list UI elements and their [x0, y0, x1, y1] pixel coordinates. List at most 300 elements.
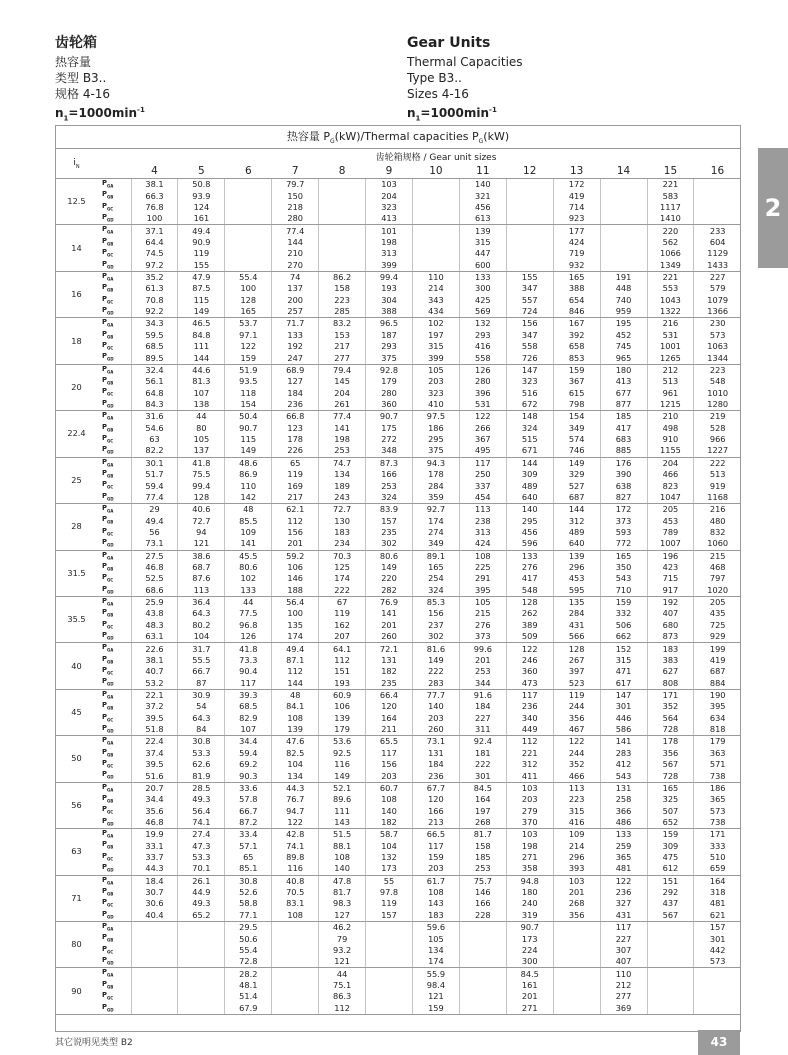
param-label: $P_{GC}$	[102, 991, 114, 1001]
value-cell	[319, 190, 366, 201]
value-cell: 79.7	[272, 179, 319, 191]
value-cell: 90.7	[225, 423, 272, 434]
value-cell: 277	[600, 991, 647, 1002]
value-cell: 375	[412, 445, 459, 457]
value-cell: 56.1	[131, 376, 178, 387]
value-cell: 149	[225, 445, 272, 457]
value-cell: 48	[272, 689, 319, 701]
ratio-cell: 50	[55, 736, 98, 782]
value-cell: 515	[506, 434, 553, 445]
value-cell: 68.9	[272, 364, 319, 376]
param-label: $P_{GD}$	[98, 352, 131, 364]
value-cell: 513	[647, 376, 694, 387]
value-cell: 116	[272, 863, 319, 875]
size-header-12: 12	[506, 164, 553, 179]
value-cell: 35.6	[131, 805, 178, 816]
value-cell: 329	[553, 469, 600, 480]
value-cell	[459, 933, 506, 944]
value-cell: 217	[272, 492, 319, 504]
value-cell: 373	[600, 515, 647, 526]
value-cell: 180	[506, 887, 553, 898]
value-cell: 1066	[647, 248, 694, 259]
value-cell	[131, 980, 178, 991]
value-cell: 640	[553, 538, 600, 550]
value-cell: 40.6	[178, 504, 225, 516]
value-cell: 218	[272, 202, 319, 213]
value-cell: 56.4	[272, 596, 319, 608]
value-cell: 143	[319, 817, 366, 829]
value-cell: 115	[225, 434, 272, 445]
value-cell: 65	[225, 852, 272, 863]
param-label: $P_{GD}$	[98, 213, 131, 225]
value-cell: 151	[647, 875, 694, 887]
value-cell: 161	[178, 213, 225, 225]
value-cell	[272, 968, 319, 980]
value-cell: 172	[600, 504, 647, 516]
param-label: $P_{GB}$	[102, 654, 114, 665]
value-cell: 72.7	[178, 515, 225, 526]
value-cell: 399	[412, 352, 459, 364]
header-en-line1: Thermal Capacities	[407, 55, 523, 69]
value-cell: 746	[553, 445, 600, 457]
value-cell	[131, 945, 178, 956]
header-en	[407, 34, 523, 126]
value-cell: 39.5	[131, 759, 178, 770]
value-cell: 569	[459, 306, 506, 318]
value-cell: 683	[600, 434, 647, 445]
value-cell: 959	[600, 306, 647, 318]
param-label: $P_{GB}$	[102, 886, 114, 897]
value-cell: 141	[319, 423, 366, 434]
param-label: $P_{GD}$	[98, 1003, 131, 1015]
param-label: $P_{GD}$	[98, 631, 131, 643]
value-cell: 177	[553, 225, 600, 237]
value-cell: 832	[694, 527, 741, 538]
table-row	[55, 748, 741, 759]
value-cell: 558	[459, 352, 506, 364]
value-cell: 567	[647, 759, 694, 770]
value-cell: 139	[459, 225, 506, 237]
value-cell: 135	[553, 596, 600, 608]
value-cell: 211	[366, 724, 413, 736]
value-cell: 158	[459, 840, 506, 851]
value-cell: 295	[506, 515, 553, 526]
value-cell: 486	[600, 817, 647, 829]
value-cell: 145	[319, 376, 366, 387]
value-cell: 638	[600, 480, 647, 491]
value-cell: 166	[459, 898, 506, 909]
value-cell: 48	[225, 504, 272, 516]
value-cell: 149	[366, 562, 413, 573]
value-cell: 55	[366, 875, 413, 887]
value-cell	[131, 933, 178, 944]
value-cell: 128	[553, 643, 600, 655]
param-label: $P_{GD}$	[98, 956, 131, 968]
value-cell: 627	[647, 666, 694, 677]
value-cell: 652	[647, 817, 694, 829]
value-cell	[178, 968, 225, 980]
value-cell: 304	[366, 295, 413, 306]
value-cell: 367	[553, 376, 600, 387]
value-cell: 296	[553, 852, 600, 863]
value-cell: 125	[319, 562, 366, 573]
value-cell: 383	[647, 655, 694, 666]
value-cell: 1020	[694, 585, 741, 597]
table-row	[55, 538, 741, 550]
value-cell: 258	[600, 794, 647, 805]
value-cell: 119	[319, 608, 366, 619]
value-cell: 51.5	[319, 829, 366, 841]
value-cell: 553	[647, 283, 694, 294]
value-cell	[272, 991, 319, 1002]
value-cell: 190	[694, 689, 741, 701]
value-cell: 165	[647, 782, 694, 794]
value-cell: 347	[506, 283, 553, 294]
value-cell: 446	[600, 713, 647, 724]
value-cell: 27.4	[178, 829, 225, 841]
value-cell: 489	[506, 480, 553, 491]
value-cell: 174	[272, 631, 319, 643]
value-cell: 67	[319, 596, 366, 608]
value-cell: 509	[506, 631, 553, 643]
value-cell: 102	[225, 573, 272, 584]
value-cell: 369	[600, 1003, 647, 1015]
value-cell: 818	[694, 724, 741, 736]
value-cell: 677	[600, 387, 647, 398]
table-row	[55, 980, 741, 991]
value-cell: 119	[553, 689, 600, 701]
value-cell: 38.6	[178, 550, 225, 562]
value-cell	[600, 213, 647, 225]
ratio-cell: 18	[55, 318, 98, 364]
value-cell: 82.5	[272, 748, 319, 759]
size-header-5: 5	[178, 164, 225, 179]
value-cell: 51.6	[131, 770, 178, 782]
value-cell: 292	[647, 887, 694, 898]
value-cell: 222	[459, 759, 506, 770]
value-cell: 358	[506, 863, 553, 875]
value-cell: 150	[272, 190, 319, 201]
value-cell	[319, 202, 366, 213]
value-cell: 99.4	[366, 271, 413, 283]
value-cell: 66.7	[225, 805, 272, 816]
value-cell: 238	[459, 515, 506, 526]
value-cell: 510	[694, 852, 741, 863]
value-cell: 201	[553, 887, 600, 898]
value-cell	[366, 968, 413, 980]
value-cell: 388	[553, 283, 600, 294]
value-cell: 162	[319, 620, 366, 631]
value-cell: 658	[553, 341, 600, 352]
value-cell	[506, 190, 553, 201]
value-cell: 98.3	[319, 898, 366, 909]
value-cell: 30.7	[131, 887, 178, 898]
value-cell: 92.4	[459, 736, 506, 748]
value-cell: 20.7	[131, 782, 178, 794]
param-label: $P_{GB}$	[102, 840, 114, 850]
value-cell: 104	[272, 759, 319, 770]
value-cell: 144	[506, 457, 553, 469]
value-cell: 176	[600, 457, 647, 469]
value-cell: 1265	[647, 352, 694, 364]
value-cell: 235	[366, 527, 413, 538]
value-cell: 53.7	[225, 318, 272, 330]
value-cell: 57.1	[225, 840, 272, 851]
table-row	[55, 318, 741, 330]
value-cell: 108	[459, 550, 506, 562]
value-cell: 392	[553, 330, 600, 341]
value-cell: 34.4	[131, 794, 178, 805]
param-label: $P_{GC}$	[102, 805, 114, 815]
value-cell: 315	[412, 341, 459, 352]
value-cell: 220	[647, 225, 694, 237]
value-cell: 223	[553, 794, 600, 805]
value-cell: 260	[412, 724, 459, 736]
param-label: $P_{GC}$	[102, 758, 114, 769]
value-cell: 97.8	[366, 887, 413, 898]
table-row	[55, 364, 741, 376]
value-cell: 51.7	[131, 469, 178, 480]
value-cell: 566	[553, 631, 600, 643]
value-cell: 319	[506, 910, 553, 922]
param-label: $P_{GB}$	[102, 747, 114, 757]
value-cell: 75.7	[459, 875, 506, 887]
value-cell: 75.1	[319, 980, 366, 991]
value-cell: 80.6	[366, 550, 413, 562]
value-cell: 110	[225, 480, 272, 491]
value-cell	[225, 202, 272, 213]
value-cell: 416	[459, 341, 506, 352]
table-row	[55, 956, 741, 968]
value-cell: 59.5	[131, 330, 178, 341]
value-cell: 236	[412, 770, 459, 782]
value-cell: 67.9	[225, 1003, 272, 1015]
value-cell: 360	[506, 666, 553, 677]
value-cell: 468	[694, 562, 741, 573]
value-cell: 87.2	[225, 817, 272, 829]
value-cell	[366, 980, 413, 991]
param-label: $P_{GC}$	[102, 666, 114, 676]
value-cell: 122	[225, 341, 272, 352]
value-cell: 203	[412, 376, 459, 387]
value-cell: 59.2	[272, 550, 319, 562]
value-cell: 1060	[694, 538, 741, 550]
value-cell: 119	[272, 469, 319, 480]
value-cell: 203	[412, 713, 459, 724]
value-cell: 107	[178, 387, 225, 398]
value-cell: 596	[506, 538, 553, 550]
value-cell: 83.9	[366, 504, 413, 516]
ratio-cell: 12.5	[55, 179, 98, 225]
value-cell: 112	[319, 1003, 366, 1015]
table-row	[55, 515, 741, 526]
value-cell: 728	[647, 770, 694, 782]
value-cell: 101	[366, 225, 413, 237]
value-cell: 84	[178, 724, 225, 736]
table-row	[55, 608, 741, 619]
value-cell	[694, 991, 741, 1002]
table-row	[55, 736, 741, 748]
value-cell: 142	[225, 492, 272, 504]
param-label: $P_{GA}$	[102, 968, 114, 978]
value-cell: 66.7	[178, 666, 225, 677]
value-cell: 571	[694, 759, 741, 770]
value-cell: 212	[647, 364, 694, 376]
size-header-14: 14	[600, 164, 647, 179]
value-cell: 110	[600, 968, 647, 980]
value-cell: 81.7	[319, 887, 366, 898]
value-cell: 203	[412, 863, 459, 875]
value-cell: 159	[600, 596, 647, 608]
value-cell: 352	[553, 759, 600, 770]
value-cell	[366, 922, 413, 934]
value-cell: 220	[366, 573, 413, 584]
value-cell: 82.9	[225, 713, 272, 724]
value-cell: 201	[366, 620, 413, 631]
value-cell: 184	[459, 701, 506, 712]
value-cell: 41.8	[225, 643, 272, 655]
value-cell: 662	[600, 631, 647, 643]
ratio-cell: 22.4	[55, 411, 98, 457]
value-cell	[506, 260, 553, 272]
value-cell: 323	[506, 376, 553, 387]
value-cell: 67.7	[412, 782, 459, 794]
value-cell: 318	[694, 887, 741, 898]
value-cell: 604	[694, 237, 741, 248]
value-cell: 174	[412, 956, 459, 968]
value-cell: 473	[506, 677, 553, 689]
value-cell: 34.3	[131, 318, 178, 330]
value-cell: 61.7	[412, 875, 459, 887]
value-cell: 65.2	[178, 910, 225, 922]
table-row	[55, 295, 741, 306]
value-cell	[600, 225, 647, 237]
value-cell: 481	[600, 863, 647, 875]
value-cell: 55.4	[225, 271, 272, 283]
ratio-cell: 25	[55, 457, 98, 503]
value-cell: 72.8	[225, 956, 272, 968]
value-cell	[225, 260, 272, 272]
value-cell: 29	[131, 504, 178, 516]
value-cell: 84.5	[459, 782, 506, 794]
value-cell: 152	[600, 643, 647, 655]
value-cell: 119	[366, 898, 413, 909]
value-cell: 182	[366, 666, 413, 677]
param-label: $P_{GD}$	[98, 770, 131, 782]
value-cell: 48.1	[225, 980, 272, 991]
value-cell: 360	[366, 399, 413, 411]
value-cell: 81.6	[412, 643, 459, 655]
value-cell: 277	[319, 352, 366, 364]
value-cell: 280	[459, 376, 506, 387]
value-cell: 466	[553, 770, 600, 782]
value-cell: 53.3	[178, 852, 225, 863]
value-cell: 715	[647, 573, 694, 584]
value-cell: 719	[553, 248, 600, 259]
value-cell: 179	[366, 376, 413, 387]
value-cell: 41.8	[178, 457, 225, 469]
value-cell: 30.8	[178, 736, 225, 748]
header-en-speed: $n_1=1000\min^{-1}$	[407, 106, 497, 123]
value-cell: 122	[506, 643, 553, 655]
value-cell: 431	[553, 620, 600, 631]
value-cell	[647, 1003, 694, 1015]
value-cell: 82.2	[131, 445, 178, 457]
ratio-cell: 20	[55, 364, 98, 410]
size-header-7: 7	[272, 164, 319, 179]
value-cell: 130	[319, 515, 366, 526]
value-cell: 103	[366, 179, 413, 191]
value-cell: 413	[600, 376, 647, 387]
value-cell: 528	[694, 423, 741, 434]
value-cell	[600, 248, 647, 259]
value-cell: 128	[178, 492, 225, 504]
table-row	[55, 875, 741, 887]
ratio-cell: 56	[55, 782, 98, 828]
value-cell: 70.8	[131, 295, 178, 306]
value-cell	[647, 980, 694, 991]
value-cell: 419	[553, 190, 600, 201]
value-cell: 76.8	[131, 202, 178, 213]
header-en-line2: Type B3..	[407, 71, 462, 85]
value-cell: 69.2	[225, 759, 272, 770]
value-cell	[553, 933, 600, 944]
value-cell: 225	[459, 562, 506, 573]
table-row	[55, 469, 741, 480]
value-cell: 413	[366, 213, 413, 225]
value-cell: 271	[506, 852, 553, 863]
value-cell: 276	[459, 620, 506, 631]
value-cell	[506, 213, 553, 225]
value-cell: 119	[178, 248, 225, 259]
value-cell: 165	[553, 271, 600, 283]
value-cell: 454	[459, 492, 506, 504]
value-cell: 282	[366, 585, 413, 597]
value-cell	[694, 968, 741, 980]
value-cell: 293	[366, 341, 413, 352]
value-cell: 324	[506, 423, 553, 434]
table-row	[55, 910, 741, 922]
value-cell: 687	[694, 666, 741, 677]
value-cell: 117	[459, 457, 506, 469]
value-cell	[178, 922, 225, 934]
value-cell	[272, 1003, 319, 1015]
size-header-13: 13	[553, 164, 600, 179]
value-cell: 54	[178, 701, 225, 712]
value-cell: 137	[178, 445, 225, 457]
value-cell: 182	[366, 817, 413, 829]
value-cell: 81.7	[459, 829, 506, 841]
value-cell: 76.9	[366, 596, 413, 608]
value-cell: 90.4	[225, 666, 272, 677]
value-cell: 107	[225, 724, 272, 736]
param-label: $P_{GB}$	[102, 236, 114, 247]
param-label: $P_{GD}$	[98, 399, 131, 411]
value-cell: 724	[506, 306, 553, 318]
value-cell: 417	[600, 423, 647, 434]
value-cell	[225, 225, 272, 237]
value-cell: 312	[553, 515, 600, 526]
value-cell: 197	[459, 805, 506, 816]
value-cell: 475	[647, 852, 694, 863]
value-cell: 789	[647, 527, 694, 538]
value-cell: 112	[506, 736, 553, 748]
value-cell: 68.5	[225, 701, 272, 712]
value-cell: 250	[459, 469, 506, 480]
value-cell	[131, 922, 178, 934]
value-cell: 798	[553, 399, 600, 411]
value-cell: 710	[600, 585, 647, 597]
